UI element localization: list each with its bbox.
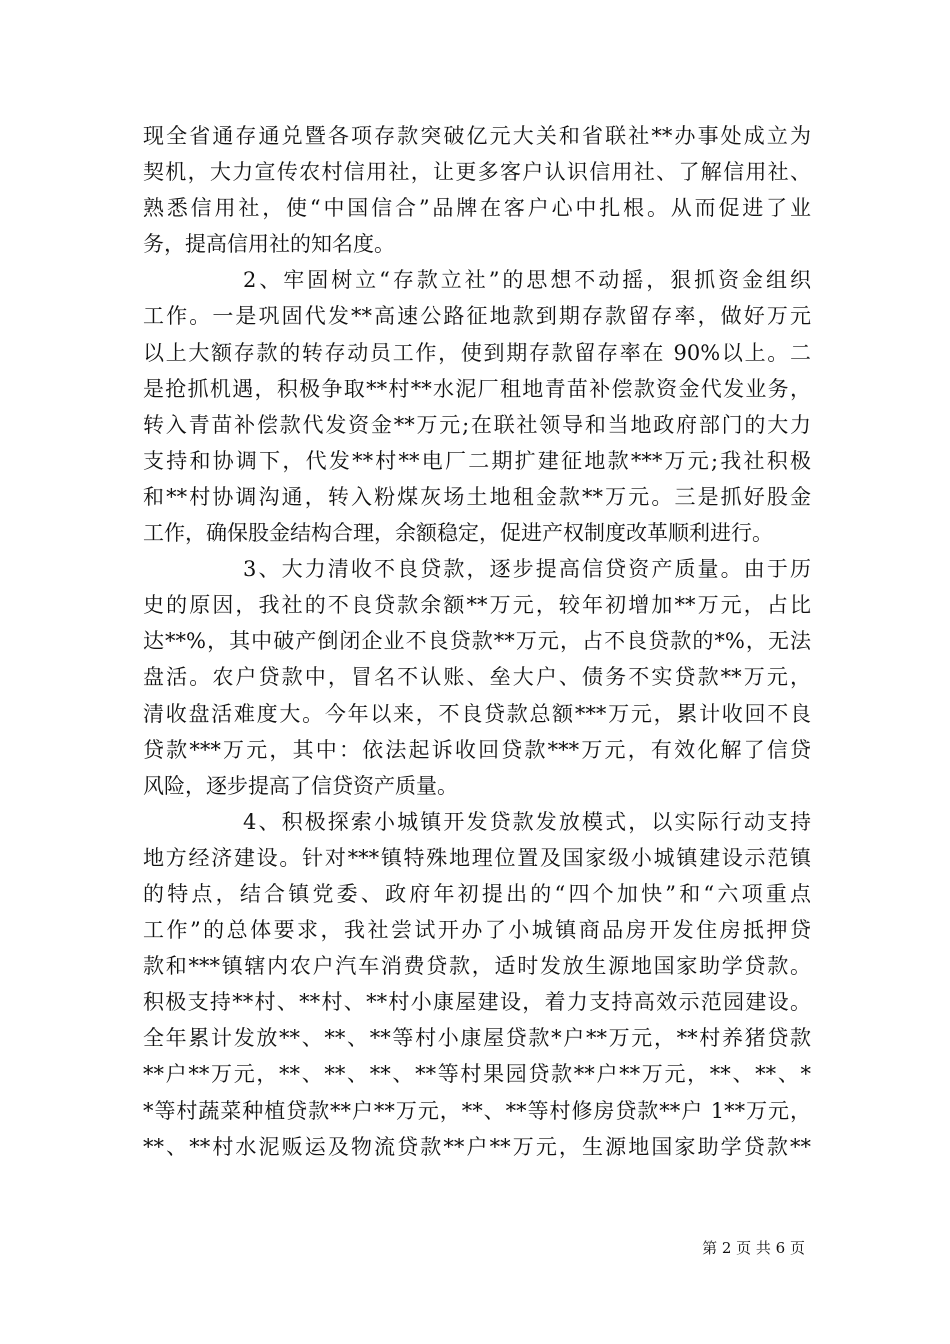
text-line: 工作，确保股金结构合理，余额稳定，促进产权制度改革顺利进行。 [143,521,773,546]
text-line: **、**村水泥贩运及物流贷款**户**万元，生源地国家助学贷款** [143,1134,811,1159]
text-line: 2、牢固树立“存款立社”的思想不动摇，狠抓资金组织 [243,268,811,293]
text-line: 契机，大力宣传农村信用社，让更多客户认识信用社、了解信用社、 [143,160,811,185]
text-line: 积极支持**村、**村、**村小康屋建设，着力支持高效示范园建设。 [143,990,811,1015]
text-line: 是抢抓机遇，积极争取**村**水泥厂租地青苗补偿款资金代发业务， [143,376,811,401]
text-line: 清收盘活难度大。今年以来，不良贷款总额***万元，累计收回不良 [143,701,811,726]
text-line: 工作”的总体要求，我社尝试开办了小城镇商品房开发住房抵押贷 [143,918,811,943]
text-line: 全年累计发放**、**、**等村小康屋贷款*户**万元，**村养猪贷款 [143,1026,811,1051]
page-footer: 第 2 页 共 6 页 [702,1239,805,1257]
text-line: 款和***镇辖内农户汽车消费贷款，适时发放生源地国家助学贷款。 [143,954,811,979]
text-line: 贷款***万元，其中：依法起诉收回贷款***万元，有效化解了信贷 [143,737,811,762]
body-text [143,118,811,1165]
text-line: 和**村协调沟通，转入粉煤灰场土地租金款**万元。三是抓好股金 [143,484,811,509]
text-line: 盘活。农户贷款中，冒名不认账、垒大户、债务不实贷款**万元， [143,665,811,690]
text-line: 支持和协调下，代发**村**电厂二期扩建征地款***万元;我社积极 [143,448,811,473]
text-line: 达**%，其中破产倒闭企业不良贷款**万元，占不良贷款的*%，无法 [143,629,811,654]
text-line: 转入青苗补偿款代发资金**万元;在联社领导和当地政府部门的大力 [143,412,811,437]
text-line: **户**万元，**、**、**、**等村果园贷款**户**万元，**、**、* [143,1062,811,1087]
text-line: 现全省通存通兑暨各项存款突破亿元大关和省联社**办事处成立为 [143,124,811,148]
text-line: 4、积极探索小城镇开发贷款发放模式，以实际行动支持 [243,809,811,834]
text-line: 3、大力清收不良贷款，逐步提高信贷资产质量。由于历 [243,557,811,582]
text-line: 熟悉信用社，使“中国信合”品牌在客户心中扎根。从而促进了业 [143,196,811,221]
text-line: 风险，逐步提高了信贷资产质量。 [143,773,458,798]
text-line: 地方经济建设。针对***镇特殊地理位置及国家级小城镇建设示范镇 [143,845,811,870]
text-line: 史的原因，我社的不良贷款余额**万元，较年初增加**万元，占比 [143,593,811,618]
text-line: 工作。一是巩固代发**高速公路征地款到期存款留存率，做好万元 [143,304,811,329]
text-line: *等村蔬菜种植贷款**户**万元，**、**等村修房贷款**户 1**万元， [143,1098,811,1123]
text-line: 的特点，结合镇党委、政府年初提出的“四个加快”和“六项重点 [143,881,811,906]
text-line: 以上大额存款的转存动员工作，使到期存款留存率在 90%以上。二 [143,340,811,365]
text-line: 务，提高信用社的知名度。 [143,232,395,257]
